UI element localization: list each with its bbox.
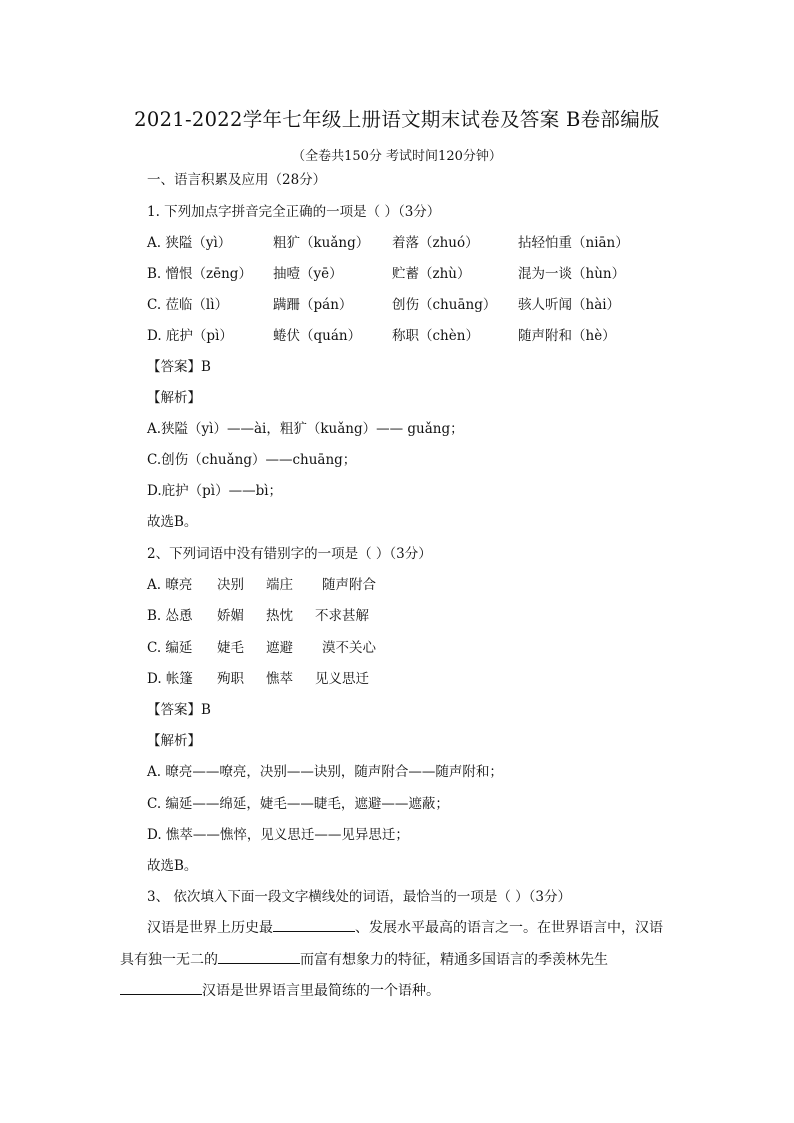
question-1-conclusion: 故选B。	[147, 514, 198, 530]
fill-blank-1[interactable]	[273, 918, 355, 932]
passage-line-3	[120, 981, 440, 1001]
option-term: 热忱	[266, 608, 293, 624]
option-term: 端庄	[266, 577, 293, 593]
fill-blank-3[interactable]	[120, 981, 202, 995]
option-term: 粗犷（kuǎng）	[273, 235, 370, 251]
fill-blank-2[interactable]	[218, 950, 300, 964]
question-2-stem: 2、下列词语中没有错别字的一项是（ ）（3分）	[147, 546, 432, 562]
question-2-answer: 【答案】B	[147, 702, 211, 718]
option-term: 决别	[217, 577, 244, 593]
option-term: 贮蓄（zhù）	[392, 266, 471, 282]
option-term: 娇媚	[217, 608, 244, 624]
option-term: A. 暸亮	[147, 577, 193, 593]
option-term: B. 怂恿	[147, 608, 193, 624]
option-term: 蹒跚（pán）	[273, 297, 353, 313]
passage-line-1	[147, 918, 663, 938]
option-term: D. 帐篷	[147, 671, 193, 687]
passage-text: 汉语是世界语言里最简练的一个语种。	[202, 983, 440, 999]
option-term: C. 莅临（lì）	[147, 297, 229, 313]
option-term: 创伤（chuāng）	[392, 297, 497, 313]
question-1-analysis-line: C.创伤（chuǎng）——chuāng；	[147, 452, 357, 468]
passage-text: 、发展水平最高的语言之一。在世界语言中，汉语	[355, 920, 663, 936]
option-term: 婕毛	[217, 640, 244, 656]
option-term: 憔萃	[266, 671, 293, 687]
option-term: 抽噎（yē）	[273, 266, 343, 282]
passage-text: 具有独一无二的	[120, 952, 218, 968]
question-3-stem: 3、 依次填入下面一段文字横线处的词语，最恰当的一项是（ ）（3分）	[147, 889, 572, 905]
page-title: 2021-2022学年七年级上册语文期末试卷及答案 B卷部编版	[134, 108, 660, 131]
option-term: 随声附合	[322, 577, 376, 593]
option-term: 见义思迁	[315, 671, 369, 687]
question-1-analysis-line: D.庇护（pì）——bì；	[147, 483, 283, 499]
option-term: 不求甚解	[315, 608, 369, 624]
option-term: 随声附和（hè）	[518, 328, 616, 344]
section-heading: 一、语言积累及应用（28分）	[147, 172, 327, 188]
passage-text: 汉语是世界上历史最	[147, 920, 273, 936]
option-term: 漠不关心	[322, 640, 376, 656]
page-subtitle: （全卷共150分 考试时间120分钟）	[292, 149, 502, 164]
option-term: 骇人听闻（hài）	[518, 297, 621, 313]
question-1-answer: 【答案】B	[147, 359, 211, 375]
question-2-analysis-label: 【解析】	[147, 733, 201, 749]
question-2-analysis-line: C. 编延——绵延，婕毛——睫毛，遮避——遮蔽；	[147, 796, 449, 812]
option-term: 着落（zhuó）	[392, 235, 479, 251]
option-term: 遮避	[266, 640, 293, 656]
option-term: D. 庇护（pì）	[147, 328, 233, 344]
question-1-analysis-line: A.狭隘（yì）——ài，粗犷（kuǎng）—— guǎng；	[147, 421, 464, 437]
option-term: 称职（chèn）	[392, 328, 479, 344]
option-term: 殉职	[217, 671, 244, 687]
question-2-conclusion: 故选B。	[147, 858, 198, 874]
passage-text: 而富有想象力的特征，精通多国语言的季羡林先生	[300, 952, 608, 968]
option-term: B. 憎恨（zēng）	[147, 266, 252, 282]
question-1-analysis-label: 【解析】	[147, 390, 201, 406]
option-term: 拈轻怕重（niān）	[518, 235, 629, 251]
passage-line-2	[120, 950, 608, 970]
question-2-analysis-line: A. 暸亮——嘹亮，决别——诀别，随声附合——随声附和；	[147, 764, 503, 780]
option-term: 蜷伏（quán）	[273, 328, 362, 344]
option-term: A. 狭隘（yì）	[147, 235, 232, 251]
option-term: 混为一谈（hùn）	[518, 266, 626, 282]
question-2-analysis-line: D. 憔萃——憔悴，见义思迁——见异思迁；	[147, 827, 409, 843]
question-1-stem: 1. 下列加点字拼音完全正确的一项是（ ）（3分）	[147, 204, 441, 220]
option-term: C. 编延	[147, 640, 193, 656]
